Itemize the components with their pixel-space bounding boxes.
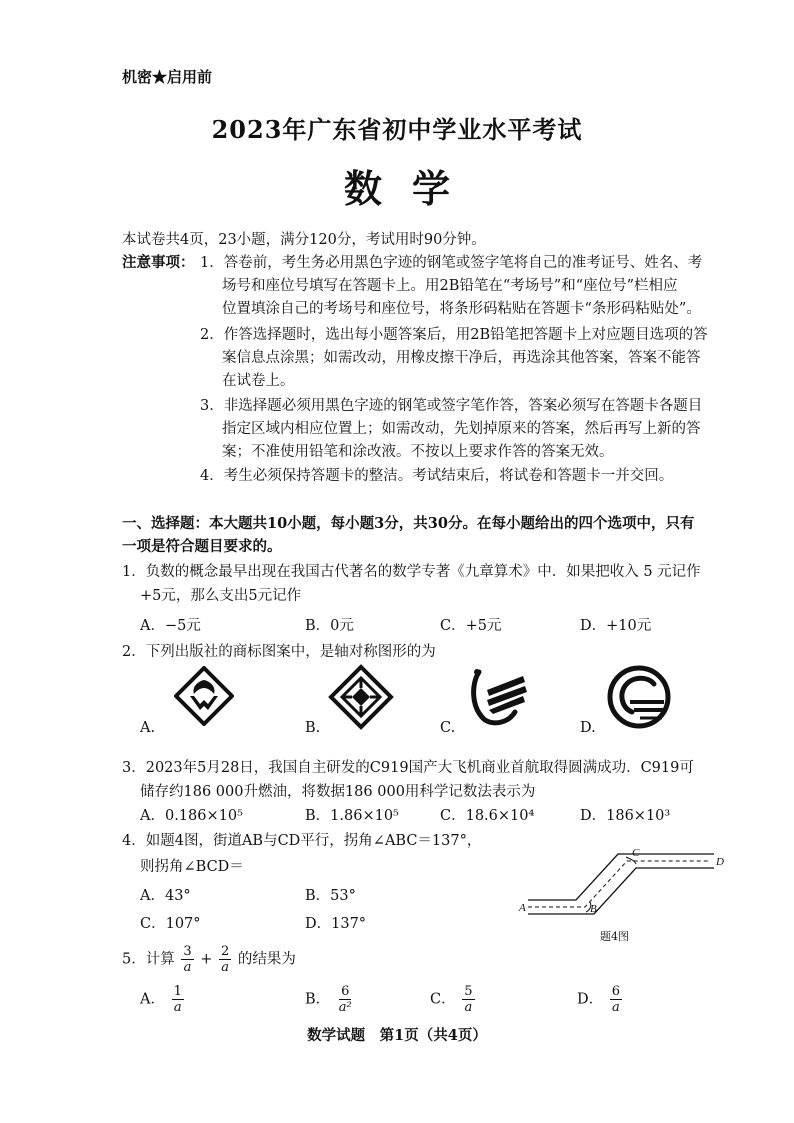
question-2-option-a: A. <box>140 720 156 736</box>
fraction: $\frac{2}{a}$ <box>221 944 230 975</box>
publisher-logo-d <box>606 664 672 730</box>
question-4-option-a: A．43° <box>140 888 191 904</box>
question-5-suffix: 的结果为 <box>237 951 296 968</box>
page-footer: 数学试题 第1页（共4页） <box>307 1027 487 1044</box>
question-4-stem: 则拐角∠BCD＝ <box>140 859 244 875</box>
question-2-option-b: B. <box>305 720 321 736</box>
figure-4-street-diagram <box>518 840 728 936</box>
subject-title: 数学 <box>343 166 480 211</box>
notice-line: 位置填涂自己的考场号和座位号，将条形码粘贴在答题卡“条形码粘贴处”。 <box>222 301 701 317</box>
question-1-stem: +5元，那么支出5元记作 <box>140 588 302 604</box>
notice-line: 4．考生必须保持答题卡的整洁。考试结束后，将试卷和答题卡一并交回。 <box>200 468 674 484</box>
question-3-stem: 储存约186 000升燃油，将数据186 000用科学记数法表示为 <box>140 784 536 800</box>
question-3-stem: 3．2023年5月28日，我国自主研发的C919国产大飞机商业首航取得圆满成功．C919可 <box>122 760 694 776</box>
publisher-logo-c <box>465 664 531 730</box>
question-3-option-d: D．186×10³ <box>580 808 671 824</box>
publisher-logo-b <box>328 664 394 730</box>
question-1-stem: 1．负数的概念最早出现在我国古代著名的数学专著《九章算术》中．如果把收入 5 元记作 <box>122 564 701 580</box>
question-1-option-c: C．+5元 <box>440 618 502 634</box>
figure-label-b: B <box>590 903 597 915</box>
exam-title: 2023年广东省初中学业水平考试 <box>211 115 583 144</box>
question-5-option-d: D． $\frac{6}{a}$ <box>577 984 621 1015</box>
section-heading: 一、选择题：本大题共10小题，每小题3分，共30分。在每小题给出的四个选项中，只有 <box>122 515 695 532</box>
question-5-prefix: 5．计算 <box>122 951 175 968</box>
question-3-option-a: A．0.186×10⁵ <box>140 808 243 824</box>
question-5-stem <box>122 944 296 975</box>
question-4-stem: 4．如题4图，街道AB与CD平行，拐角∠ABC＝137°， <box>122 833 482 849</box>
notice-line: 案信息点涂黑；如需改动，用橡皮擦干净后，再选涂其他答案，答案不能答 <box>222 350 701 366</box>
figure-4-caption: 题4图 <box>600 930 629 943</box>
question-4-option-d: D．137° <box>305 916 367 932</box>
question-2-option-d: D. <box>580 720 596 736</box>
section-heading: 一项是符合题目要求的。 <box>122 538 282 555</box>
question-1-option-b: B．0元 <box>305 618 354 634</box>
exam-intro: 本试卷共4页，23小题，满分120分，考试用时90分钟。 <box>122 232 486 248</box>
publisher-logo-a <box>170 666 238 726</box>
figure-label-c: C <box>632 847 640 859</box>
notice-line: 案；不准使用铅笔和涂改液。不按以上要求作答的答案无效。 <box>222 444 614 460</box>
question-2-stem: 2．下列出版社的商标图案中，是轴对称图形的为 <box>122 644 436 660</box>
confidential-mark: 机密★启用前 <box>122 68 213 86</box>
question-1-option-d: D．+10元 <box>580 618 652 634</box>
notice-line: 2．作答选择题时，选出每小题答案后，用2B铅笔把答题卡上对应题目选项的答 <box>200 327 708 343</box>
question-3-option-b: B．1.86×10⁵ <box>305 808 399 824</box>
question-2-option-c: C. <box>440 720 456 736</box>
question-4-option-c: C．107° <box>140 916 201 932</box>
question-3-option-c: C．18.6×10⁴ <box>440 808 535 824</box>
fraction: $\frac{3}{a}$ <box>183 944 192 975</box>
notice-line: 场号和座位号填写在答题卡上。用2B铅笔在“考场号”和“座位号”栏相应 <box>222 278 678 294</box>
question-1-option-a: A．−5元 <box>140 618 201 634</box>
notice-line: 在试卷上。 <box>222 373 295 389</box>
notice-line: 3．非选择题必须用黑色字迹的钢笔或签字笔作答，答案必须写在答题卡各题目 <box>200 398 703 414</box>
figure-label-d: D <box>716 856 724 868</box>
question-4-option-b: B．53° <box>305 888 356 904</box>
question-5-option-a: A． $\frac{1}{a}$ <box>140 984 182 1015</box>
plus-sign: + <box>200 951 213 968</box>
notice-line: 1．答卷前，考生务必用黑色字迹的钢笔或签字笔将自己的准考证号、姓名、考 <box>200 255 703 271</box>
notice-line: 指定区域内相应位置上；如需改动，先划掉原来的答案，然后再写上新的答 <box>222 421 701 437</box>
notice-label: 注意事项： <box>122 254 195 271</box>
question-5-option-c: C． $\frac{5}{a}$ <box>430 984 473 1015</box>
question-5-option-b: B． $\frac{6}{\text{a²}}$ <box>305 984 352 1015</box>
figure-label-a: A <box>519 902 526 914</box>
